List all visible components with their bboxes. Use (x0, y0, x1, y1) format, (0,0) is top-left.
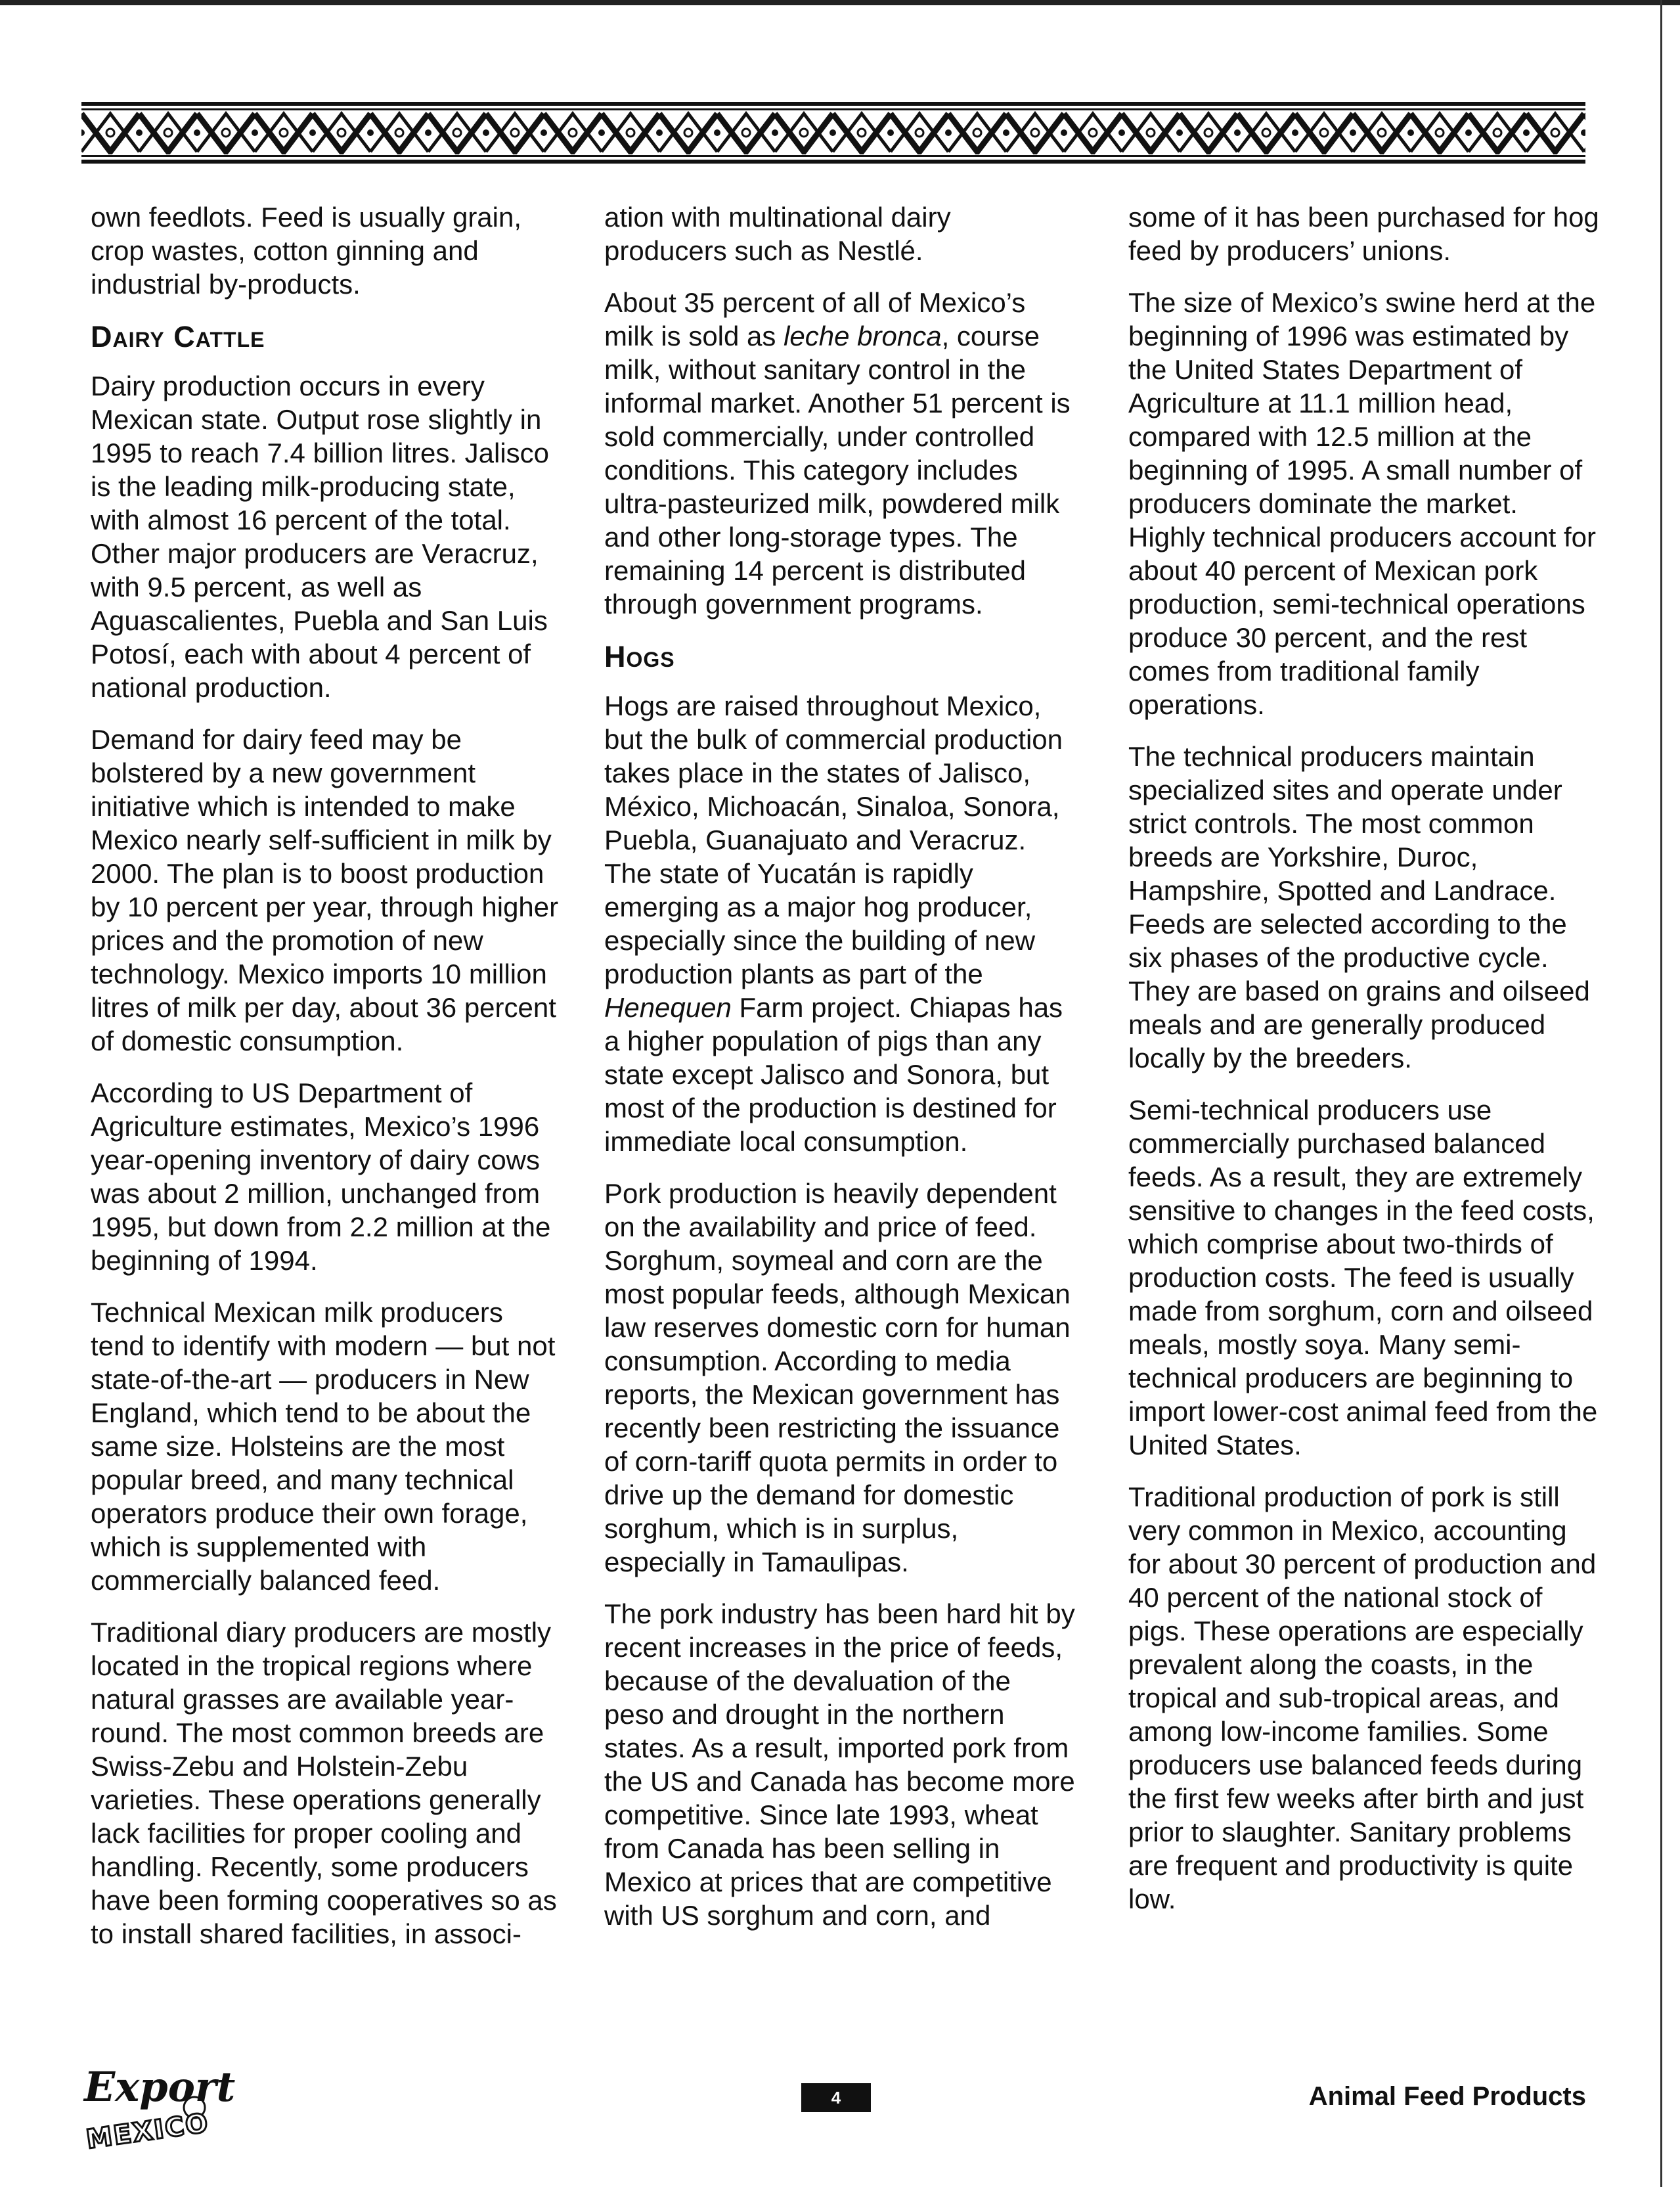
italic-term: Henequen (604, 992, 732, 1023)
paragraph (604, 286, 1077, 621)
logo-text-bottom: MEXICO (84, 2108, 211, 2155)
paragraph: Pork production is heavily dependent on the availability and price of feed. Sorghum, soymeal and corn are the most popular feeds, although Mexican law reserves domestic corn for human consumption. According to media reports, the Mexican government has recently been restricting the issuance of corn-tariff quota permits in order to drive up the demand for domestic sorghum, which is in surplus, especially in Tamaulipas. (604, 1178, 1071, 1577)
paragraph: The size of Mexico’s swine herd at the beginning of 1996 was estimated by the United States Department of Agriculture at 11.1 million head, compared with 12.5 million at the beginning of 1995. A small number of producers dominate the market. Highly technical producers account for about 40 percent of Mexican pork production, semi-technical operations produce 30 percent, and the rest comes from traditional family operations. (1128, 287, 1597, 720)
decorative-header-banner (81, 102, 1585, 164)
paragraph: Traditional production of pork is still very common in Mexico, accounting for about 30 percent of production and 40 percent of the national stock of pigs. These operations are especially prevalent along the coasts, in the tropical and sub-tropical areas, and among low-income families. Some producers use balanced feeds during the first few weeks after birth and just prior to slaughter. Sanitary problems are frequent and productivity is quite low. (1128, 1481, 1597, 1914)
text-run: Farm project. Chiapas has a higher population of pigs than any state except Jalisco and Sonora, but most of the production is destined for immediate local consumption. (604, 992, 1063, 1157)
section-heading-hogs: Hogs (604, 640, 675, 673)
export-mexico-logo (79, 2056, 236, 2155)
paragraph: Demand for dairy feed may be bolstered by a new government initiative which is intended to make Mexico nearly self-sufficient in milk by 2000. The plan is to boost production by 10 percent per year, through higher prices and the promotion of new technology. Mexico imports 10 million litres of milk per day, about 36 percent of domestic consumption. (91, 724, 559, 1056)
paragraph: The pork industry has been hard hit by recent increases in the price of feeds, because of the devaluation of the peso and drought in the northern states. As a result, imported pork from the US and Canada has become more competitive. Since late 1993, wheat from Canada has been selling in Mexico at prices that are competitive with US sorghum and corn, and (604, 1598, 1075, 1931)
column-3 (1128, 200, 1601, 1934)
paragraph: own feedlots. Feed is usually grain, crop wastes, cotton ginning and industrial by-products. (91, 202, 522, 300)
paragraph: The technical producers maintain specialized sites and operate under strict controls. The most common breeds are Yorkshire, Duroc, Hampshire, Spotted and Landrace. Feeds are selected according to the six phases of the productive cycle. They are based on grains and oilseed meals and are generally produced locally by the breeders. (1128, 741, 1590, 1073)
paragraph: Technical Mexican milk producers tend to identify with modern — but not state-of-the-art — producers in New England, which tend to be about the same size. Holsteins are the most popular breed, and many technical operators produce their own forage, which is supplemented with commercially balanced feed. (91, 1297, 556, 1596)
paragraph: some of it has been purchased for hog feed by producers’ unions. (1128, 202, 1599, 266)
text-run: About 35 percent of all of Mexico’s milk is sold as (604, 287, 1026, 351)
logo-text-top: Export (84, 2063, 236, 2111)
column-2 (604, 200, 1077, 1950)
scan-right-edge (1660, 0, 1662, 2187)
text-run: Hogs are raised throughout Mexico, but the bulk of commercial production takes place in the states of Jalisco, México, Michoacán, Sinaloa, Sonora, Puebla, Guanajuato and Veracruz. The state of Yucatán is rapidly emerging as a major hog producer, especially since the building of new production plants as part of the (604, 690, 1063, 989)
page-number: 4 (801, 2083, 871, 2112)
column-1 (91, 200, 564, 1969)
paragraph: According to US Department of Agriculture estimates, Mexico’s 1996 year-opening inventory of dairy cows was about 2 million, unchanged from 1995, but down from 2.2 million at the beginning of 1994. (91, 1077, 551, 1276)
scan-top-edge (0, 0, 1680, 5)
section-heading-dairy-cattle: Dairy Cattle (91, 320, 265, 353)
italic-term: leche bronca (784, 321, 942, 351)
paragraph: Semi-technical producers use commercially purchased balanced feeds. As a result, they are extremely sensitive to changes in the feed costs, which comprise about two-thirds of production costs. The feed is usually made from sorghum, corn and oilseed meals, mostly soya. Many semi-technical producers are beginning to import lower-cost animal feed from the United States. (1128, 1094, 1598, 1460)
paragraph: ation with multinational dairy producers such as Nestlé. (604, 202, 951, 266)
text-run: , course milk, without sanitary control in the informal market. Another 51 percent is sold commercially, under controlled conditions. This category includes ultra-pasteurized milk, powdered milk and other long-storage types. The remaining 14 percent is distributed through government programs. (604, 321, 1071, 620)
paragraph (604, 689, 1077, 1158)
paragraph: Dairy production occurs in every Mexican state. Output rose slightly in 1995 to reach 7.4 billion litres. Jalisco is the leading milk-producing state, with almost 16 percent of the total. Other major producers are Veracruz, with 9.5 percent, as well as Aguascalientes, Puebla and San Luis Potosí, each with about 4 percent of national production. (91, 371, 550, 703)
paragraph: Traditional diary producers are mostly located in the tropical regions where natural grasses are available year-round. The most common breeds are Swiss-Zebu and Holstein-Zebu varieties. These operations generally lack facilities for proper cooling and handling. Recently, some producers have been forming cooperatives so as to install shared facilities, in associ- (91, 1617, 557, 1949)
footer-doc-title: Animal Feed Products (1308, 2082, 1586, 2111)
